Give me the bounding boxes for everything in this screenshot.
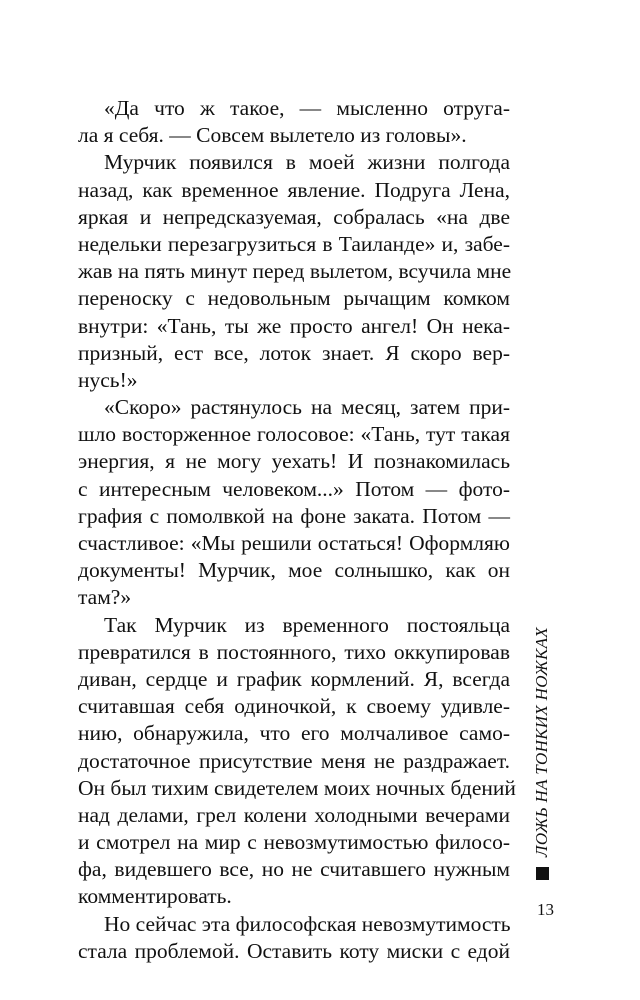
- text-line: Мурчик появился в моей жизни полгода: [104, 150, 510, 175]
- running-head: [532, 627, 552, 880]
- text-line: нию, обнаружила, что его молчаливое само-: [78, 721, 510, 746]
- text-line: с интересным человеком...» Потом — фото-: [78, 476, 510, 501]
- text-line: Он был тихим свидетелем моих ночных бдений: [78, 775, 516, 800]
- text-line: превратился в постоянного, тихо оккупировав: [78, 639, 510, 664]
- text-line: графия с помолвкой на фоне заката. Потом —: [78, 503, 510, 528]
- text-line: «Да что ж такое, — мысленно отруга-: [104, 96, 510, 120]
- text-line: диван, сердце и график кормлений. Я, всегда: [78, 666, 510, 691]
- text-line: достаточное присутствие меня не раздражает.: [78, 748, 510, 773]
- text-line: Но сейчас эта философская невозмутимость: [104, 911, 511, 936]
- text-line: и смотрел на мир с невозмутимостью филосо-: [78, 830, 510, 855]
- text-line: стала проблемой. Оставить коту миски с едой: [78, 938, 510, 963]
- text-line: яркая и непредсказуемая, собралась «на две: [78, 204, 510, 229]
- text-line: считавшая себя одиночкой, к своему удивле-: [78, 694, 510, 719]
- text-line: фа, видевшего все, но не считавшего нужным: [78, 857, 510, 882]
- text-line: над делами, грел колени холодными вечерами: [78, 802, 510, 827]
- text-line: недельки перезагрузиться в Таиланде» и, забе-: [78, 231, 510, 256]
- body-text: [78, 95, 516, 965]
- text-line: нусь!»: [78, 367, 138, 392]
- text-line: счастливое: «Мы решили остаться! Оформляю: [78, 531, 510, 555]
- running-head-title: ЛОЖЬ НА ТОНКИХ НОЖКАХ: [532, 627, 551, 857]
- text-line: документы! Мурчик, мое солнышко, как он: [78, 558, 510, 583]
- text-line: там?»: [78, 585, 132, 610]
- text-line: «Скоро» растянулось на месяц, затем при-: [104, 395, 510, 420]
- text-line: призный, ест все, лоток знает. Я скоро вер-: [78, 340, 510, 365]
- page-number: 13: [537, 900, 554, 919]
- text-line: внутри: «Тань, ты же просто ангел! Он нека-: [78, 313, 510, 338]
- text-line: Так Мурчик из временного постояльца: [104, 612, 510, 637]
- text-line: жав на пять минут перед вылетом, всучила мне: [78, 259, 512, 284]
- square-marker-icon: [536, 867, 549, 880]
- text-line: назад, как временное явление. Подруга Лена,: [78, 177, 510, 202]
- text-line: ла я себя. — Совсем вылетело из головы».: [78, 123, 467, 148]
- text-line: энергия, я не могу уехать! И познакомилась: [78, 449, 510, 474]
- text-line: переноску с недовольным рычащим комком: [78, 286, 510, 311]
- text-line: шло восторженное голосовое: «Тань, тут такая: [78, 422, 510, 447]
- text-line: комментировать.: [78, 884, 232, 909]
